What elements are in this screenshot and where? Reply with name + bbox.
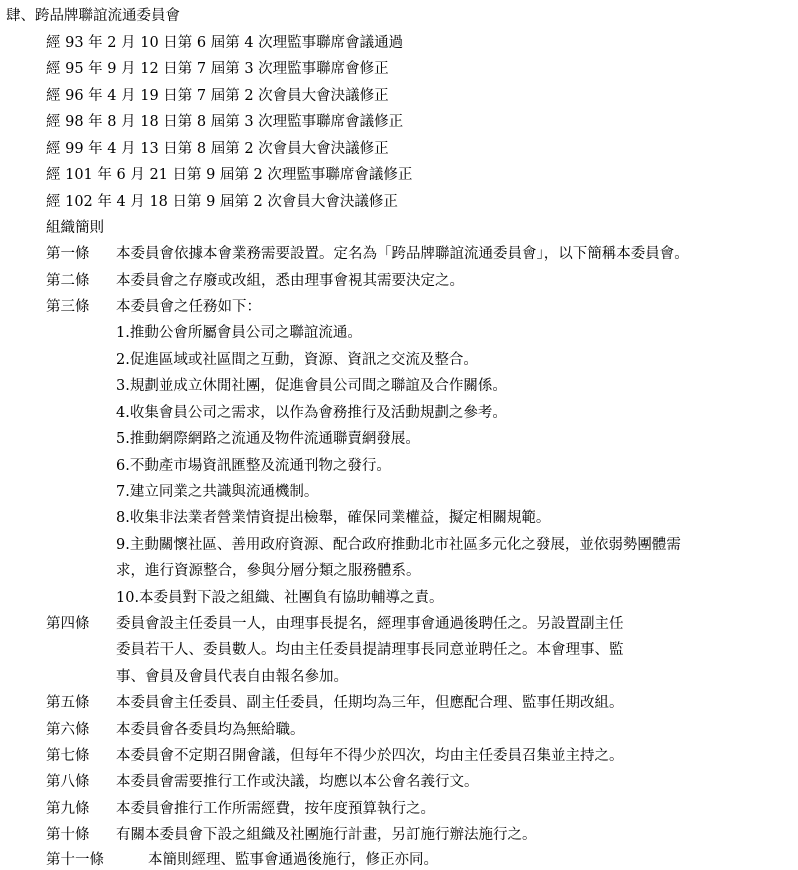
task-item: 5.推動網際網路之流通及物件流通聯賣網發展。 bbox=[116, 431, 420, 447]
article-label: 第二條 bbox=[46, 273, 90, 289]
article-text: 本委員會主任委員、副主任委員，任期均為三年，但應配合理、監事任期改組。 bbox=[116, 695, 624, 711]
task-item-continuation: 求，進行資源整合，參與分層分類之服務體系。 bbox=[116, 563, 421, 579]
article-label: 第九條 bbox=[46, 801, 90, 817]
history-line: 經 93 年 2 月 10 日第 6 屆第 4 次理監事聯席會議通過 bbox=[46, 35, 404, 51]
article-text: 委員會設主任委員一人，由理事長提名，經理事會通過後聘任之。另設置副主任 bbox=[116, 616, 624, 632]
history-line: 經 99 年 4 月 13 日第 8 屆第 2 次會員大會決議修正 bbox=[46, 141, 389, 157]
article-text-continuation: 事、會員及會員代表自由報名參加。 bbox=[116, 669, 348, 685]
article-text-continuation: 委員若干人、委員數人。均由主任委員提請理事長同意並聘任之。本會理事、監 bbox=[116, 642, 624, 658]
article-text: 本簡則經理、監事會通過後施行，修正亦同。 bbox=[148, 852, 438, 868]
article-label: 第十一條 bbox=[46, 852, 104, 868]
org-heading: 組織簡則 bbox=[46, 220, 104, 236]
history-line: 經 102 年 4 月 18 日第 9 屆第 2 次會員大會決議修正 bbox=[46, 194, 398, 210]
article-label: 第五條 bbox=[46, 695, 90, 711]
article-text: 本委員會需要推行工作或決議，均應以本公會名義行文。 bbox=[116, 774, 479, 790]
article-label: 第四條 bbox=[46, 616, 90, 632]
history-line: 經 98 年 8 月 18 日第 8 屆第 3 次理監事聯席會議修正 bbox=[46, 114, 404, 130]
article-label: 第六條 bbox=[46, 722, 90, 738]
history-line: 經 95 年 9 月 12 日第 7 屆第 3 次理監事聯席會修正 bbox=[46, 61, 389, 77]
task-item: 9.主動關懷社區、善用政府資源、配合政府推動北市社區多元化之發展，並依弱勢團體需 bbox=[116, 537, 681, 553]
task-item: 6.不動產市場資訊匯整及流通刊物之發行。 bbox=[116, 458, 391, 474]
task-item: 3.規劃並成立休閒社團，促進會員公司間之聯誼及合作關係。 bbox=[116, 378, 507, 394]
task-item: 4.收集會員公司之需求，以作為會務推行及活動規劃之參考。 bbox=[116, 405, 507, 421]
section-title: 肆、跨品牌聯誼流通委員會 bbox=[6, 8, 180, 24]
task-item: 2.促進區域或社區間之互動，資源、資訊之交流及整合。 bbox=[116, 352, 478, 368]
article-label: 第三條 bbox=[46, 299, 90, 315]
task-item: 10.本委員對下設之組織、社團負有協助輔導之責。 bbox=[116, 590, 444, 606]
article-text: 本委員會推行工作所需經費，按年度預算執行之。 bbox=[116, 801, 435, 817]
article-text: 本委員會之存廢或改組，悉由理事會視其需要決定之。 bbox=[116, 273, 464, 289]
article-text: 本委員會不定期召開會議，但每年不得少於四次，均由主任委員召集並主持之。 bbox=[116, 748, 624, 764]
article-label: 第八條 bbox=[46, 774, 90, 790]
article-label: 第十條 bbox=[46, 827, 90, 843]
article-label: 第一條 bbox=[46, 246, 90, 262]
article-text: 有關本委員會下設之組織及社團施行計畫，另訂施行辦法施行之。 bbox=[116, 827, 537, 843]
task-item: 1.推動公會所屬會員公司之聯誼流通。 bbox=[116, 325, 362, 341]
article-text: 本委員會各委員均為無給職。 bbox=[116, 722, 305, 738]
history-line: 經 96 年 4 月 19 日第 7 屆第 2 次會員大會決議修正 bbox=[46, 88, 389, 104]
article-label: 第七條 bbox=[46, 748, 90, 764]
task-item: 7.建立同業之共識與流通機制。 bbox=[116, 484, 319, 500]
article-text: 本委員會之任務如下： bbox=[116, 299, 261, 315]
article-text: 本委員會依據本會業務需要設置。定名為「跨品牌聯誼流通委員會」，以下簡稱本委員會。 bbox=[116, 246, 689, 262]
task-item: 8.收集非法業者營業情資提出檢舉，確保同業權益，擬定相關規範。 bbox=[116, 510, 551, 526]
history-line: 經 101 年 6 月 21 日第 9 屆第 2 次理監事聯席會議修正 bbox=[46, 167, 413, 183]
